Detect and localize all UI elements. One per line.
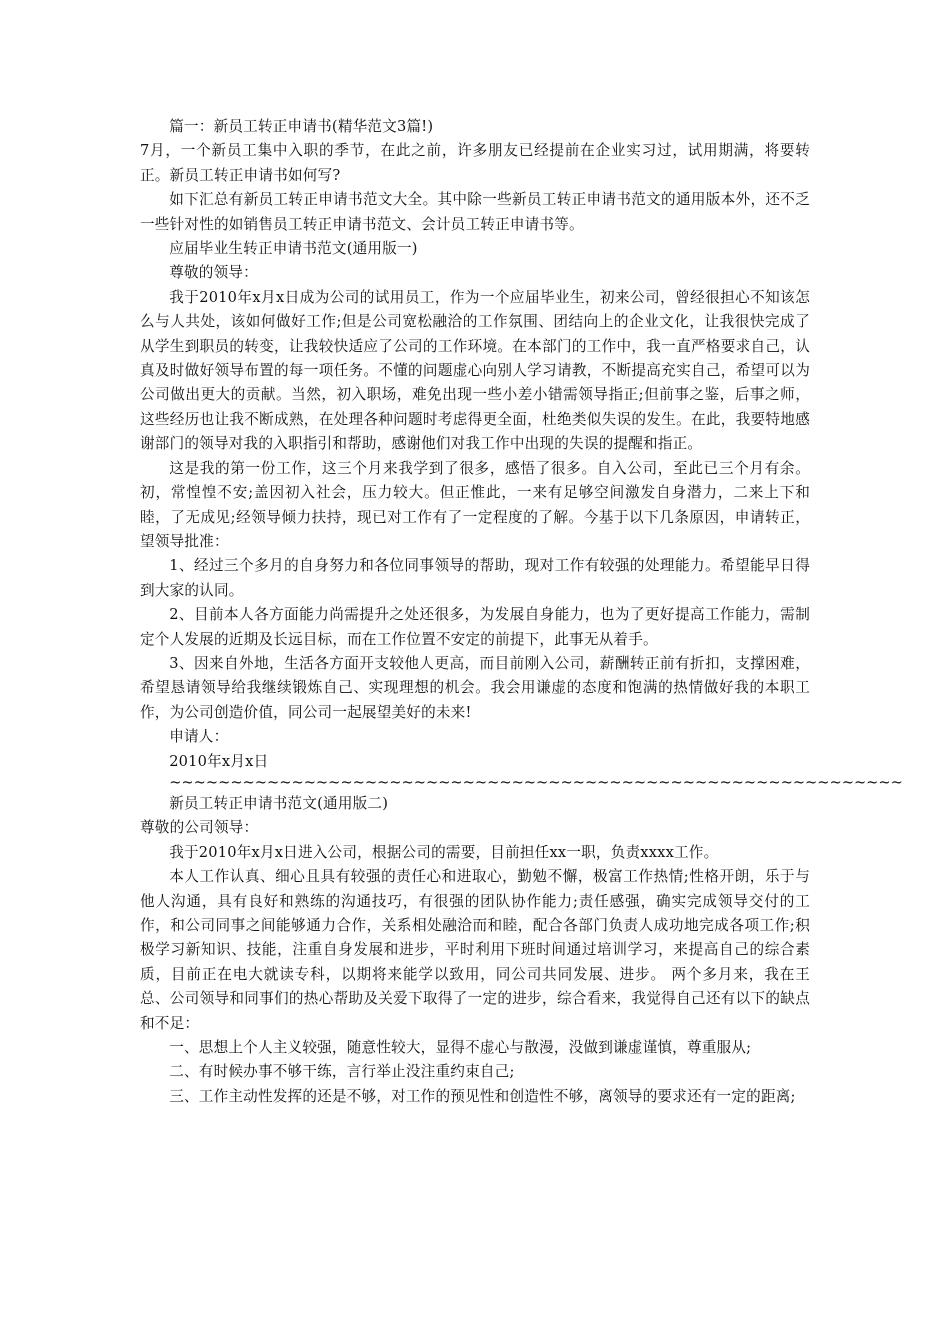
- document-page: [140, 115, 903, 1109]
- paragraph: 7月，一个新员工集中入职的季节，在此之前，许多朋友已经提前在企业实习过，试用期满，将要转正。新员工转正申请书如何写?: [140, 142, 810, 184]
- paragraph: 我于2010年x月x日成为公司的试用员工，作为一个应届毕业生，初来公司，曾经很担心不知该怎么与人共处，该如何做好工作;但是公司宽松融洽的工作氛围、团结向上的企业文化，让我很快完成了从学生到职员的转变，让我较快适应了公司的工作环境。在本部门的工作中，我一直严格要求自己，认真及时做好领导布置的每一项任务。不懂的问题虚心向别人学习请教，不断提高充实自己，希望可以为公司做出更大的贡献。当然，初入职场，难免出现一些小差小错需领导指正;但前事之鉴，后事之师，这些经历也让我不断成熟，在处理各种问题时考虑得更全面，杜绝类似失误的发生。在此，我要特地感谢部门的领导对我的入职指引和帮助，感谢他们对我工作中出现的失误的提醒和指正。: [140, 288, 810, 453]
- paragraph: 新员工转正申请书范文(通用版二): [169, 794, 389, 812]
- document-section-one: [140, 115, 810, 774]
- paragraph: 这是我的第一份工作，这三个月来我学到了很多，感悟了很多。自入公司，至此已三个月有余。初，常惶惶不安;盖因初入社会，压力较大。但正惟此，一来有足够空间激发自身潜力，二来上下和睦，了无成见;经领导倾力扶持，现已对工作有了一定程度的了解。今基于以下几条原因，申请转正，望领导批准：: [140, 459, 810, 550]
- document-section-two: [140, 792, 810, 1109]
- paragraph: 篇一：新员工转正申请书(精华范文3篇!): [169, 118, 434, 135]
- paragraph: 一、思想上个人主义较强，随意性较大，显得不虚心与散漫，没做到谦虚谨慎，尊重服从;: [169, 1039, 752, 1057]
- paragraph: 3、因来自外地，生活各方面开支较他人更高，而目前刚入公司，薪酬转正前有折扣，支撑困难，希望恳请领导给我继续锻炼自己、实现理想的机会。我会用谦虚的态度和饱满的热情做好我的本职工作，为公司创造价值，同公司一起展望美好的未来!: [140, 654, 810, 721]
- paragraph: 我于2010年x月x日进入公司，根据公司的需要，目前担任xx一职，负责xxxx工作。: [169, 843, 719, 861]
- paragraph: 本人工作认真、细心且具有较强的责任心和进取心，勤勉不懈，极富工作热情;性格开朗，乐于与他人沟通，具有良好和熟练的沟通技巧，有很强的团队协作能力;责任感强，确实完成领导交付的工作，和公司同事之间能够通力合作，关系相处融洽而和睦，配合各部门负责人成功地完成各项工作;积极学习新知识、技能，注重自身发展和进步，平时利用下班时间通过培训学习，来提高自己的综合素质，目前正在电大就读专科，以期将来能学以致用，同公司共同发展、进步。 两个多月来，我在王总、公司领导和同事们的热心帮助及关爱下取得了一定的进步，综合看来，我觉得自己还有以下的缺点和不足：: [140, 868, 810, 1032]
- paragraph: 如下汇总有新员工转正申请书范文大全。其中除一些新员工转正申请书范文的通用版本外，还不乏一些针对性的如销售员工转正申请书范文、会计员工转正申请书等。: [140, 191, 810, 233]
- paragraph: 2、目前本人各方面能力尚需提升之处还很多，为发展自身能力，也为了更好提高工作能力，需制定个人发展的近期及长远目标，而在工作位置不安定的前提下，此事无从着手。: [140, 606, 810, 648]
- paragraph: 应届毕业生转正申请书范文(通用版一): [169, 240, 418, 258]
- paragraph: 2010年x月x日: [169, 752, 269, 770]
- paragraph: 尊敬的公司领导：: [140, 819, 259, 837]
- paragraph: 三、工作主动性发挥的还是不够，对工作的预见性和创造性不够，离领导的要求还有一定的距离;: [169, 1087, 796, 1105]
- tilde-separator: ~~~~~~~~~~~~~~~~~~~~~~~~~~~~~~~~~~~~~~~~~~~~~~~~~~~~~~~~~~~~: [169, 773, 903, 791]
- paragraph: 1、经过三个多月的自身努力和各位同事领导的帮助，现对工作有较强的处理能力。希望能早日得到大家的认同。: [140, 557, 810, 599]
- paragraph: 尊敬的领导：: [169, 264, 258, 282]
- paragraph: 二、有时候办事不够干练，言行举止没注重约束自己;: [169, 1063, 515, 1081]
- paragraph: 申请人：: [169, 728, 229, 746]
